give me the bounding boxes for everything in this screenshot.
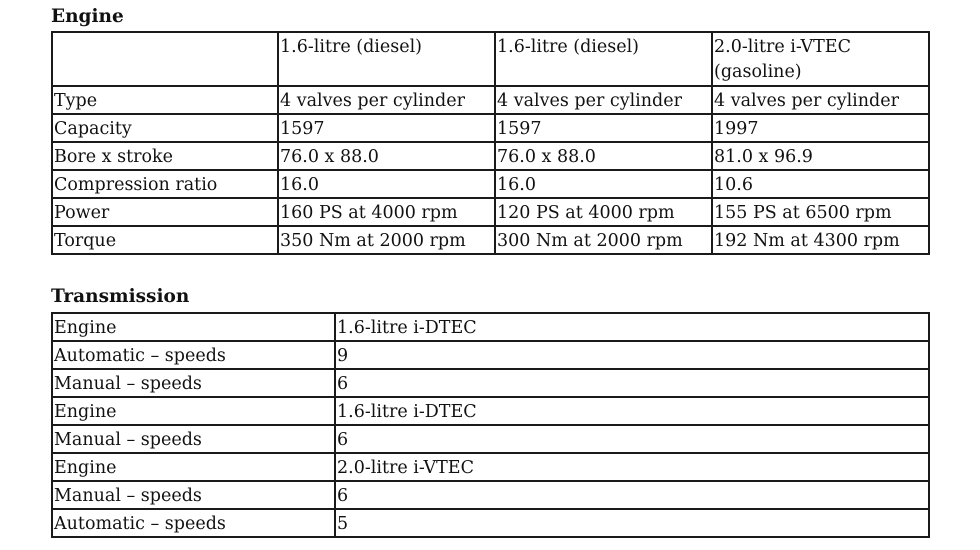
- engine-cell: 10.6: [712, 170, 929, 198]
- table-row: [52, 313, 929, 341]
- table-row: [52, 226, 929, 254]
- engine-cell: 120 PS at 4000 rpm: [495, 198, 712, 226]
- transmission-row-label: Engine: [52, 453, 335, 481]
- engine-cell: 192 Nm at 4300 rpm: [712, 226, 929, 254]
- transmission-row-label: Manual – speeds: [52, 481, 335, 509]
- engine-cell: 1597: [495, 114, 712, 142]
- transmission-cell: 6: [335, 481, 929, 509]
- table-row: [52, 170, 929, 198]
- engine-row-label: Compression ratio: [52, 170, 278, 198]
- transmission-row-label: Engine: [52, 313, 335, 341]
- transmission-row-label: Automatic – speeds: [52, 509, 335, 537]
- engine-header-cell: 1.6-litre (diesel): [278, 32, 495, 86]
- table-row: [52, 369, 929, 397]
- transmission-row-label: Engine: [52, 397, 335, 425]
- engine-header-cell: [52, 32, 278, 86]
- engine-specs-table: [51, 31, 930, 255]
- transmission-cell: 9: [335, 341, 929, 369]
- engine-row-label: Type: [52, 86, 278, 114]
- transmission-cell: 1.6-litre i-DTEC: [335, 313, 929, 341]
- table-row: [52, 86, 929, 114]
- engine-cell: 4 valves per cylinder: [278, 86, 495, 114]
- table-row: [52, 453, 929, 481]
- table-row: [52, 341, 929, 369]
- engine-cell: 16.0: [278, 170, 495, 198]
- engine-cell: 76.0 x 88.0: [495, 142, 712, 170]
- table-row: [52, 142, 929, 170]
- engine-cell: 1597: [278, 114, 495, 142]
- table-row: [52, 481, 929, 509]
- engine-cell: 300 Nm at 2000 rpm: [495, 226, 712, 254]
- table-row: [52, 198, 929, 226]
- engine-cell: 160 PS at 4000 rpm: [278, 198, 495, 226]
- transmission-cell: 5: [335, 509, 929, 537]
- engine-cell: 4 valves per cylinder: [495, 86, 712, 114]
- transmission-row-label: Manual – speeds: [52, 369, 335, 397]
- engine-row-label: Power: [52, 198, 278, 226]
- transmission-table: [51, 312, 930, 538]
- engine-row-label: Torque: [52, 226, 278, 254]
- table-row: [52, 509, 929, 537]
- engine-cell: 1997: [712, 114, 929, 142]
- engine-header-row: [52, 32, 929, 86]
- engine-cell: 81.0 x 96.9: [712, 142, 929, 170]
- transmission-row-label: Manual – speeds: [52, 425, 335, 453]
- transmission-cell: 2.0-litre i-VTEC: [335, 453, 929, 481]
- engine-header-cell: 1.6-litre (diesel): [495, 32, 712, 86]
- engine-cell: 16.0: [495, 170, 712, 198]
- transmission-row-label: Automatic – speeds: [52, 341, 335, 369]
- transmission-cell: 6: [335, 425, 929, 453]
- table-row: [52, 114, 929, 142]
- transmission-cell: 1.6-litre i-DTEC: [335, 397, 929, 425]
- engine-row-label: Bore x stroke: [52, 142, 278, 170]
- engine-row-label: Capacity: [52, 114, 278, 142]
- engine-cell: 4 valves per cylinder: [712, 86, 929, 114]
- transmission-heading: Transmission: [51, 286, 190, 307]
- engine-header-cell: 2.0-litre i-VTEC (gasoline): [712, 32, 929, 86]
- engine-cell: 350 Nm at 2000 rpm: [278, 226, 495, 254]
- engine-cell: 76.0 x 88.0: [278, 142, 495, 170]
- engine-heading: Engine: [51, 6, 124, 27]
- engine-cell: 155 PS at 6500 rpm: [712, 198, 929, 226]
- table-row: [52, 397, 929, 425]
- table-row: [52, 425, 929, 453]
- transmission-cell: 6: [335, 369, 929, 397]
